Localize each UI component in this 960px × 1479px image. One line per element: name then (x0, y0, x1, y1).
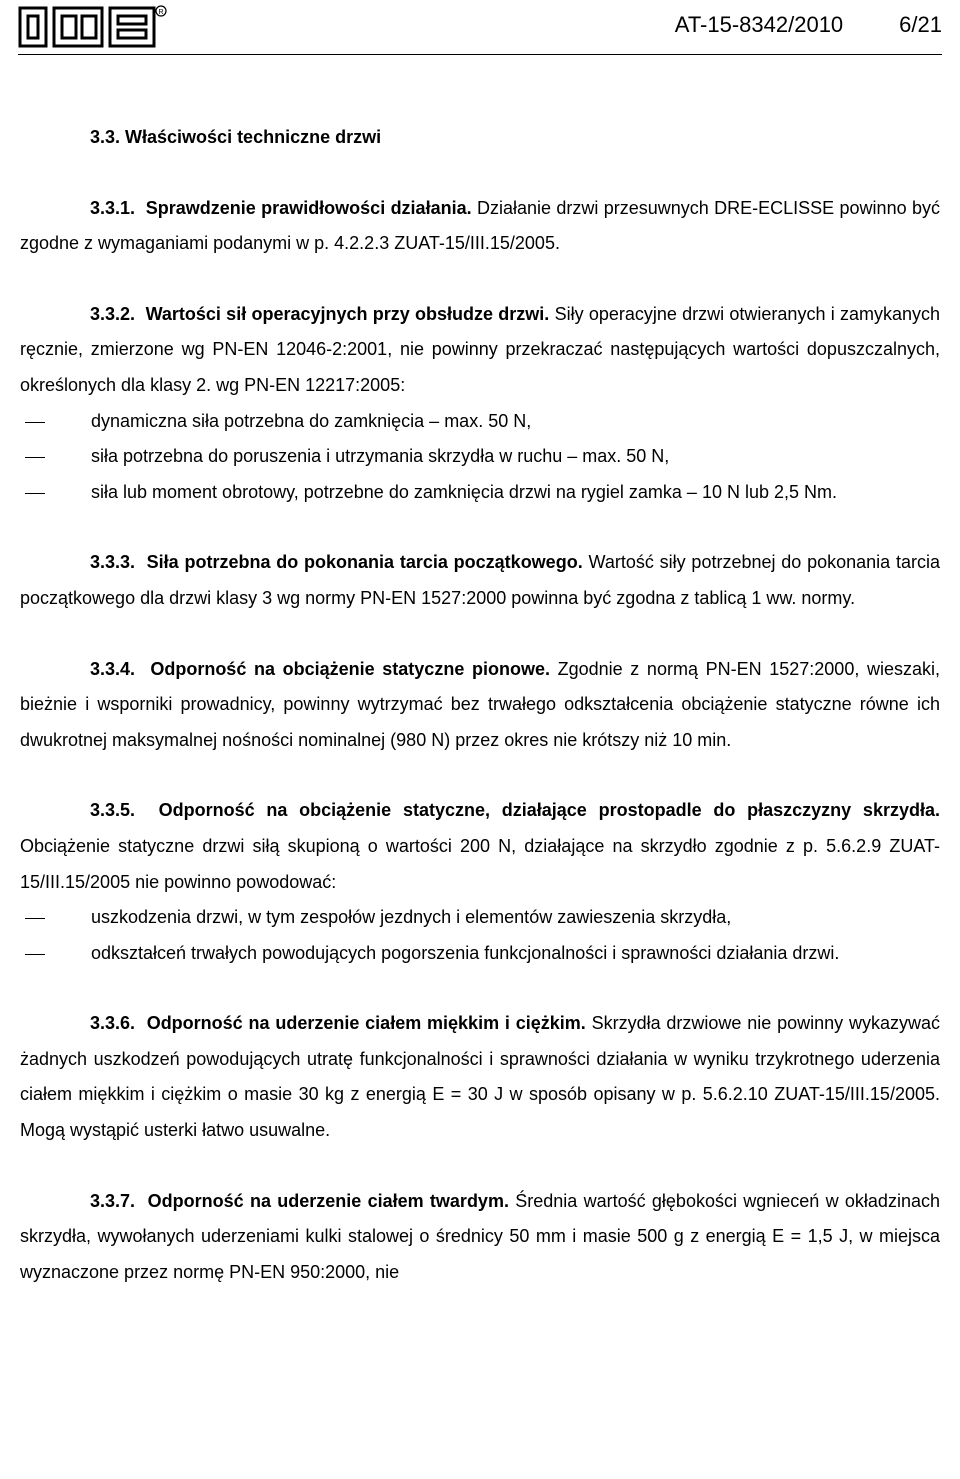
section-3-3-1: 3.3.1. Sprawdzenie prawidłowości działania. Działanie drzwi przesuwnych DRE-ECLISSE powinno być zgodne z wymaganiami podanymi w p. 4.2.2.3 ZUAT-15/III.15/2005. (20, 197, 940, 254)
section-3-3-3-heading: Siła potrzebna do pokonania tarcia początkowego. (146, 552, 583, 573)
section-3-3-2: 3.3.2. Wartości sił operacyjnych przy obsłudze drzwi. Siły operacyjne drzwi otwieranych i zamykanych ręcznie, zmierzone wg PN-EN 12046-2:2001, nie powinny przekraczać następujących wartości dopuszczalnych, określonych dla klasy 2. wg PN-EN 12217:2005: (20, 303, 941, 395)
page-header (18, 0, 942, 58)
section-3-3-title: 3.3. Właściwości techniczne drzwi (90, 127, 382, 147)
section-3-3-7-text: Średnia wartość głębokości wgnieceń w okładzinach skrzydła, wywołanych uderzeniami kulki stalowej o średnicy 50 mm i masie 500 g z energią E = 1,5 J, w miejsca wyznaczone przez normę PN-EN 950:2000, nie (20, 1190, 940, 1282)
document-body (20, 120, 940, 1290)
svg-text:R: R (158, 9, 164, 16)
section-3-3-6-text: Skrzydła drzwiowe nie powinny wykazywać żadnych uszkodzeń powodujących utratę funkcjonalności i sprawności działania w wyniku trzykrotnego uderzenia ciałem miękkim i ciężkim o masie 30 kg z energią E = 30 J w sposób opisany w p. 5.6.2.10 ZUAT-15/III.15/2005. Mogą wystąpić usterki łatwo usuwalne. (20, 1013, 940, 1141)
itb-logo (18, 4, 168, 50)
section-3-3-3: 3.3.3. Siła potrzebna do pokonania tarcia początkowego. Wartość siły potrzebnej do pokonania tarcia początkowego dla drzwi klasy 3 wg normy PN-EN 1527:2000 powinna być zgodna z tablicą 1 ww. normy. (20, 552, 940, 608)
header-rule (18, 54, 942, 55)
section-3-3-4: 3.3.4. Odporność na obciążenie statyczne pionowe. Zgodnie z normą PN-EN 1527:2000, wieszaki, bieżnie i wsporniki prowadnicy, powinny wytrzymać bez trwałego odkształcenia obciążenie statyczne równe ich dwukrotnej maksymalnej nośności nominalnej (980 N) przez okres nie krótszy niż 10 min. (20, 658, 940, 750)
section-3-3-7-heading: Odporność na uderzenie ciałem twardym. (147, 1190, 509, 1211)
page-number: 6/21 (899, 12, 942, 37)
section-3-3-2-heading: Wartości sił operacyjnych przy obsłudze drzwi. (145, 303, 550, 324)
section-3-3-5-heading: Odporność na obciążenie statyczne, działające prostopadle do płaszczyzny skrzydła. (158, 800, 940, 821)
list-item: siła lub moment obrotowy, potrzebne do zamknięcia drzwi na rygiel zamka – 10 N lub 2,5 Nm. (91, 481, 838, 502)
section-3-3-6-heading: Odporność na uderzenie ciałem miękkim i ciężkim. (146, 1013, 586, 1034)
list-item: uszkodzenia drzwi, w tym zespołów jezdnych i elementów zawieszenia skrzydła, (91, 907, 732, 928)
list-item: siła potrzebna do poruszenia i utrzymania skrzydła w ruchu – max. 50 N, (91, 446, 670, 467)
section-3-3-3-text: Wartość siły potrzebnej do pokonania tarcia początkowego dla drzwi klasy 3 wg normy PN-EN 1527:2000 powinna być zgodna z tablicą 1 ww. normy. (20, 552, 940, 608)
list-item: odkształceń trwałych powodujących pogorszenia funkcjonalności i sprawności działania drzwi. (91, 942, 840, 963)
section-3-3-6: 3.3.6. Odporność na uderzenie ciałem miękkim i ciężkim. Skrzydła drzwiowe nie powinny wykazywać żadnych uszkodzeń powodujących utratę funkcjonalności i sprawności działania w wyniku trzykrotnego uderzenia ciałem miękkim i ciężkim o masie 30 kg z energią E = 30 J w sposób opisany w p. 5.6.2.10 ZUAT-15/III.15/2005. Mogą wystąpić usterki łatwo usuwalne. (20, 1013, 940, 1141)
section-3-3-1-heading: Sprawdzenie prawidłowości działania. (145, 197, 472, 218)
section-3-3-5-text: Obciążenie statyczne drzwi siłą skupioną o wartości 200 N, działające na skrzydło zgodnie z p. 5.6.2.9 ZUAT-15/III.15/2005 nie powinno powodować: (20, 835, 940, 892)
section-3-3-1-text: Działanie drzwi przesuwnych DRE-ECLISSE powinno być zgodne z wymaganiami podanymi w p. 4.2.2.3 ZUAT-15/III.15/2005. (20, 197, 940, 254)
section-3-3-4-text: Zgodnie z normą PN-EN 1527:2000, wieszaki, bieżnie i wsporniki prowadnicy, powinny wytrzymać bez trwałego odkształcenia obciążenie statyczne równe ich dwukrotnej maksymalnej nośności nominalnej (980 N) przez okres nie krótszy niż 10 min. (20, 658, 940, 750)
section-3-3 (20, 120, 940, 156)
section-3-3-2-text: Siły operacyjne drzwi otwieranych i zamykanych ręcznie, zmierzone wg PN-EN 12046-2:2001, nie powinny przekraczać następujących wartości dopuszczalnych, określonych dla klasy 2. wg PN-EN 12217:2005: (20, 303, 941, 395)
header-meta (619, 12, 942, 38)
section-3-3-7: 3.3.7. Odporność na uderzenie ciałem twardym. Średnia wartość głębokości wgnieceń w okładzinach skrzydła, wywołanych uderzeniami kulki stalowej o średnicy 50 mm i masie 500 g z energią E = 1,5 J, w miejsca wyznaczone przez normę PN-EN 950:2000, nie (20, 1190, 940, 1282)
doc-id: AT-15-8342/2010 (674, 12, 844, 37)
section-3-3-5: 3.3.5. Odporność na obciążenie statyczne, działające prostopadle do płaszczyzny skrzydła. Obciążenie statyczne drzwi siłą skupioną o wartości 200 N, działające na skrzydło zgodnie z p. 5.6.2.9 ZUAT-15/III.15/2005 nie powinno powodować: (20, 800, 940, 892)
list-item: dynamiczna siła potrzebna do zamknięcia – max. 50 N, (91, 410, 532, 431)
section-3-3-4-heading: Odporność na obciążenie statyczne pionowe. (150, 658, 550, 679)
